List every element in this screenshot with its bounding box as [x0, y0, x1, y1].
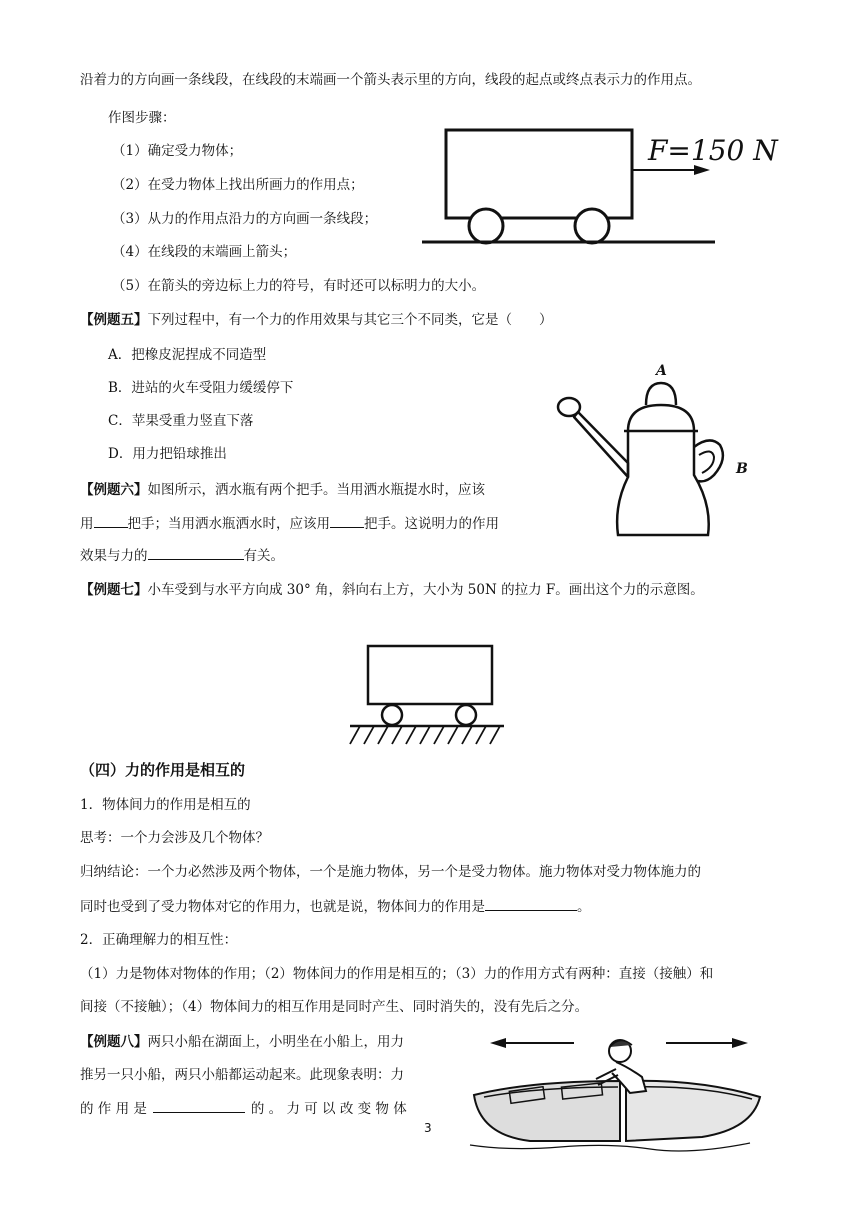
intro-text: 沿着力的方向画一条线段，在线段的末端画一个箭头表示里的方向，线段的起点或终点表示力的作用点。 [80, 72, 701, 88]
step-3: （3）从力的作用点沿力的方向画一条线段； [112, 211, 378, 227]
section-4-conclusion-2 [80, 896, 591, 917]
conclusion-2-end: 。 [577, 899, 591, 915]
small-cart-figure [348, 640, 508, 750]
example-6-line3 [80, 545, 284, 566]
option-d: D．用力把铅球推出 [108, 446, 227, 462]
answer-blank[interactable] [153, 1098, 245, 1113]
label-b: B [736, 461, 748, 477]
example-5-tag: 【例题五】 [80, 312, 148, 328]
watering-can-figure [552, 355, 762, 555]
page-number: 3 [424, 1121, 432, 1135]
answer-blank[interactable] [148, 545, 244, 560]
example-8-line3 [80, 1098, 407, 1119]
section-4-points-2: 间接（不接触）；（4）物体间力的相互作用是同时产生、同时消失的，没有先后之分。 [80, 999, 589, 1015]
answer-blank[interactable] [485, 896, 577, 911]
example-8-text3a: 的 作 用 是 [80, 1101, 147, 1117]
option-b: B．进站的火车受阻力缓缓停下 [108, 380, 294, 396]
example-8-text1: 两只小船在湖面上，小明坐在小船上，用力 [147, 1034, 404, 1050]
example-6-line2 [80, 513, 499, 534]
example-6-line1 [80, 480, 485, 500]
step-5: （5）在箭头的旁边标上力的符号，有时还可以标明力的大小。 [112, 278, 486, 294]
example-6-text3b: 有关。 [243, 548, 284, 564]
example-6-text2a: 用 [80, 516, 94, 532]
steps-title: 作图步骤： [108, 110, 176, 126]
example-7-tag: 【例题七】 [80, 582, 148, 598]
section-4-title: （四）力的作用是相互的 [80, 761, 246, 779]
boats-figure [470, 1025, 770, 1155]
example-5-text: 下列过程中，有一个力的作用效果与其它三个不同类，它是（ ） [147, 312, 553, 328]
answer-blank[interactable] [330, 513, 364, 528]
example-7-text: 小车受到与水平方向成 30° 角，斜向右上方，大小为 50N 的拉力 F。画出这个力的示意图。 [147, 582, 704, 598]
option-c: C．苹果受重力竖直下落 [108, 413, 254, 429]
conclusion-2-text: 同时也受到了受力物体对它的作用力，也就是说，物体间力的作用是 [80, 899, 485, 915]
section-4-points-1: （1）力是物体对物体的作用；（2）物体间力的作用是相互的；（3）力的作用方式有两种：直接（接触）和 [80, 966, 714, 982]
example-8-line1 [80, 1032, 404, 1052]
section-4-point-1: 1．物体间力的作用是相互的 [80, 797, 251, 813]
example-6-text1: 如图所示，洒水瓶有两个把手。当用洒水瓶提水时，应该 [147, 482, 485, 498]
section-4-think: 思考：一个力会涉及几个物体？ [80, 830, 269, 846]
label-a: A [656, 363, 667, 379]
example-8-line2: 推另一只小船，两只小船都运动起来。此现象表明：力 [80, 1067, 404, 1083]
example-6-text2b: 把手；当用洒水瓶洒水时，应该用 [127, 516, 330, 532]
example-8-tag: 【例题八】 [80, 1034, 148, 1050]
example-6-text2c: 把手。这说明力的作用 [364, 516, 499, 532]
example-8-text3b: 的 。 力 可 以 改 变 物 体 [250, 1101, 407, 1117]
cart-force-figure [420, 120, 800, 250]
step-1: （1）确定受力物体； [112, 143, 243, 159]
answer-blank[interactable] [94, 513, 128, 528]
example-5-question [80, 310, 553, 330]
example-7-question [80, 580, 704, 600]
example-6-tag: 【例题六】 [80, 482, 148, 498]
section-4-point-2: 2．正确理解力的相互性： [80, 932, 238, 948]
example-6-text3a: 效果与力的 [80, 548, 148, 564]
step-4: （4）在线段的末端画上箭头； [112, 244, 297, 260]
force-label: F=150 N [648, 134, 778, 167]
step-2: （2）在受力物体上找出所画力的作用点； [112, 177, 364, 193]
option-a: A．把橡皮泥捏成不同造型 [108, 347, 267, 363]
section-4-conclusion-1: 归纳结论：一个力必然涉及两个物体，一个是施力物体，另一个是受力物体。施力物体对受力物体施力的 [80, 864, 701, 880]
